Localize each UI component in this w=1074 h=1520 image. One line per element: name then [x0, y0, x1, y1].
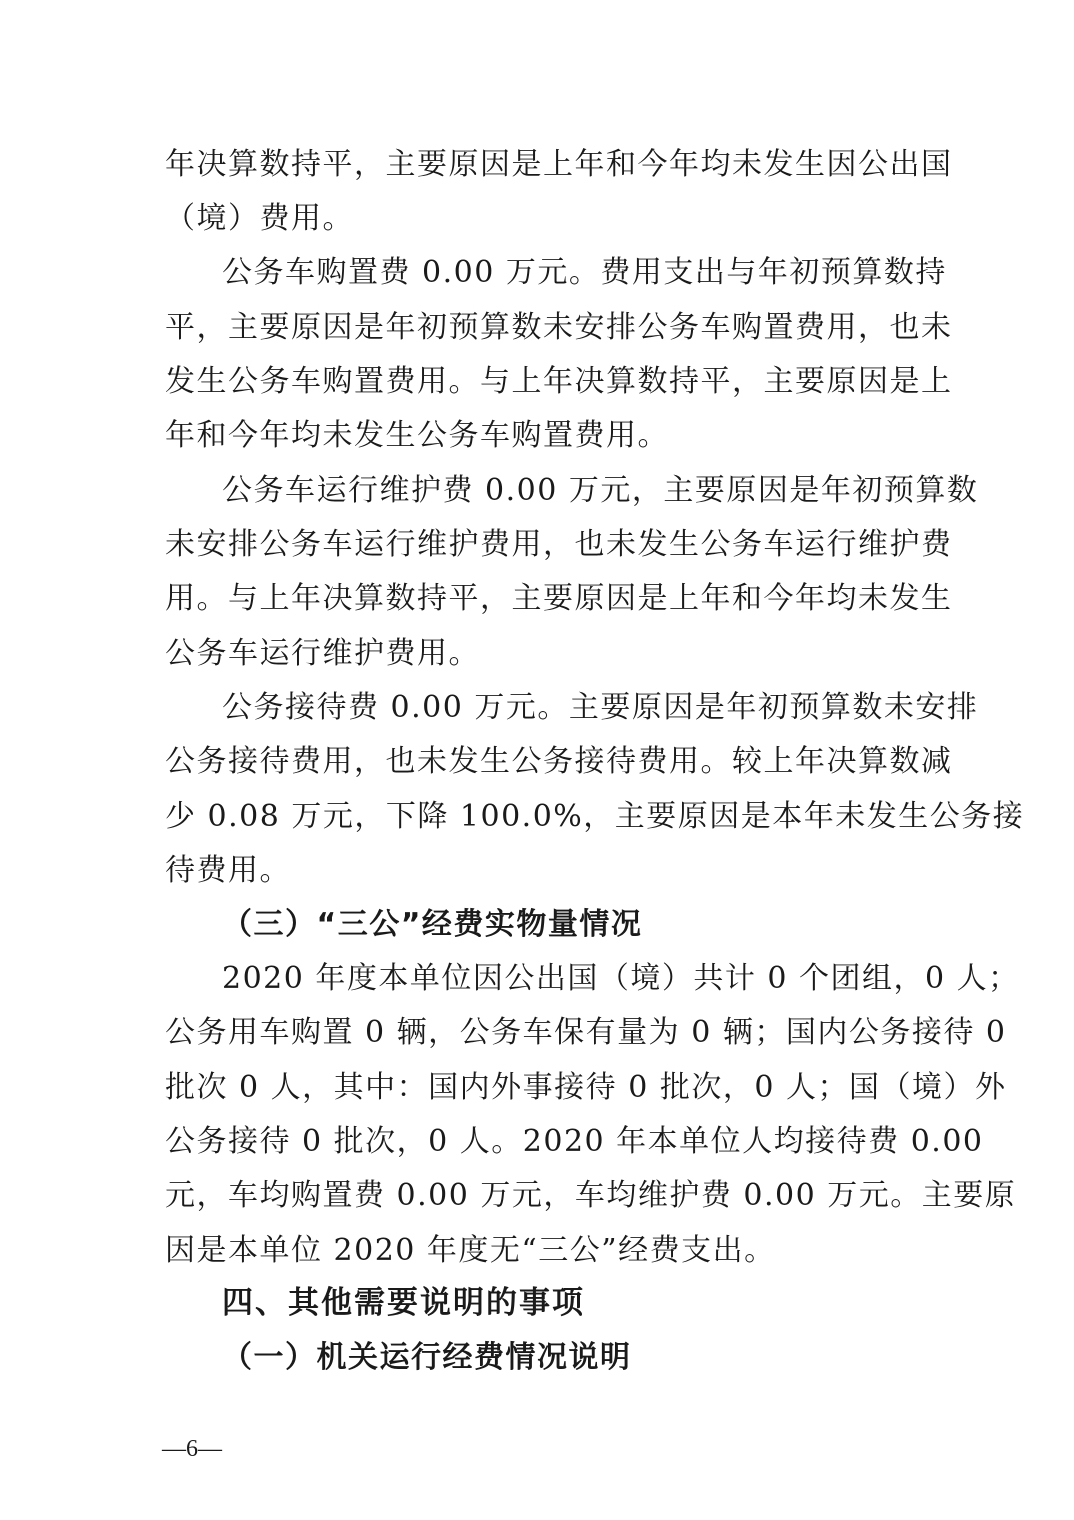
- section-heading: （三）“三公”经费实物量情况: [222, 907, 643, 942]
- paragraph-start: 公务车运行维护费 0.00 万元，主要原因是年初预算数: [222, 473, 979, 508]
- section-heading: （一）机关运行经费情况说明: [222, 1340, 632, 1375]
- text-line: 公务车运行维护费用。: [165, 636, 480, 671]
- text-line: 元，车均购置费 0.00 万元，车均维护费 0.00 万元。主要原: [165, 1178, 1017, 1213]
- text-line: 少 0.08 万元，下降 100.0%，主要原因是本年未发生公务接: [165, 799, 1025, 834]
- text-line: 因是本单位 2020 年度无“三公”经费支出。: [165, 1233, 776, 1268]
- text-line: 用。与上年决算数持平，主要原因是上年和今年均未发生: [165, 581, 953, 616]
- text-line: 公务接待费用，也未发生公务接待费用。较上年决算数减: [165, 744, 953, 779]
- text-line: 年和今年均未发生公务车购置费用。: [165, 418, 669, 453]
- paragraph-start: 公务车购置费 0.00 万元。费用支出与年初预算数持: [222, 255, 947, 290]
- text-line: 待费用。: [165, 853, 291, 888]
- text-line: 公务用车购置 0 辆，公务车保有量为 0 辆；国内公务接待 0: [165, 1015, 1007, 1050]
- paragraph-start: 2020 年度本单位因公出国（境）共计 0 个团组，0 人；: [222, 961, 1020, 996]
- chapter-heading: 四、其他需要说明的事项: [222, 1285, 585, 1321]
- text-line: 年决算数持平，主要原因是上年和今年均未发生因公出国: [165, 147, 953, 182]
- text-line: （境）费用。: [165, 201, 354, 236]
- text-line: 平，主要原因是年初预算数未安排公务车购置费用，也未: [165, 310, 953, 345]
- text-line: 发生公务车购置费用。与上年决算数持平，主要原因是上: [165, 364, 953, 399]
- paragraph-start: 公务接待费 0.00 万元。主要原因是年初预算数未安排: [222, 690, 979, 725]
- page-number: —6—: [162, 1436, 222, 1462]
- text-line: 批次 0 人，其中：国内外事接待 0 批次，0 人；国（境）外: [165, 1070, 1007, 1105]
- text-line: 未安排公务车运行维护费用，也未发生公务车运行维护费: [165, 527, 953, 562]
- text-line: 公务接待 0 批次，0 人。2020 年本单位人均接待费 0.00: [165, 1124, 984, 1159]
